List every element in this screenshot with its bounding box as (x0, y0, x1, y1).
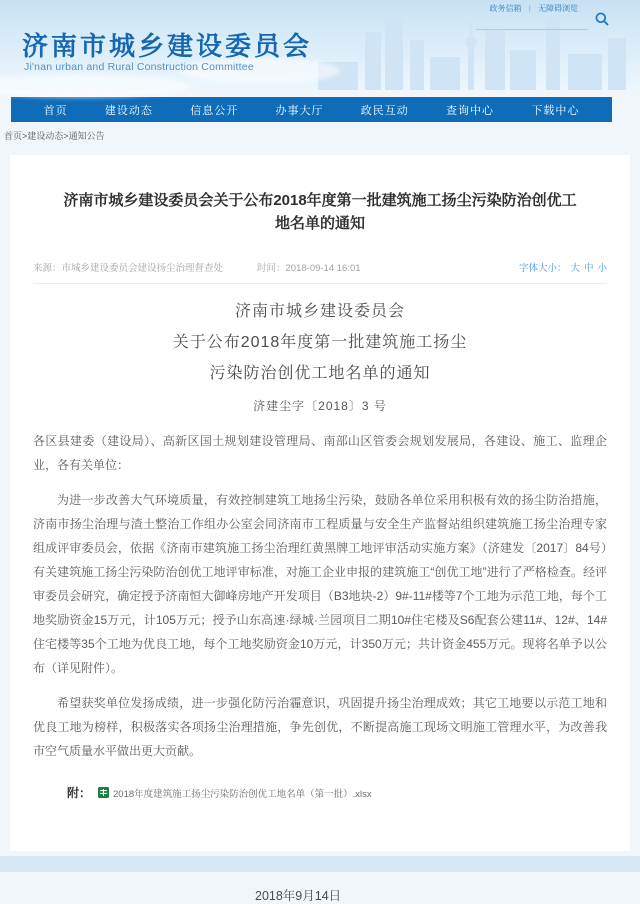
paragraph-main: 为进一步改善大气环境质量，有效控制建筑工地扬尘污染，鼓励各单位采用积极有效的扬尘防治措施，济南市扬尘治理与渣土整治工作组办公室会同济南市工程质量与安全生产监督站组织建筑施工扬尘治理专家组成评审委员会，依据《济南市建筑施工扬尘治理红黄黑牌工地评审活动实施方案》（济建发〔2017〕84号）有关建筑施工扬尘污染防治创优工地评审标准，对施工企业申报的建筑施工“创优工地”进行了严格检查。经评审委员会研究，确定授予济南恒大御峰房地产开发项目（B3地块-2）9#-11#楼等7个工地为示范工地，每个工地奖励资金15万元，计105万元；授予山东高速·绿城·兰园项目二期10#住宅楼及S6配套公建11#、12#、14#住宅楼等35个工地为优良工地，每个工地奖励资金10万元，计350万元；共计资金455万元。现将名单予以公布（详见附件）。 (33, 493, 607, 675)
attachment-row (67, 784, 607, 801)
breadcrumb-separator: > (63, 131, 69, 141)
excel-file-icon (98, 787, 109, 798)
breadcrumb-notices[interactable]: 通知公告 (68, 131, 105, 141)
top-links-separator: | (528, 4, 531, 13)
article-meta (33, 260, 607, 274)
font-size-large-button[interactable]: 大 (570, 263, 580, 274)
city-skyline-graphic (310, 2, 640, 90)
document-number: 济建尘字〔2018〕3 号 (253, 399, 387, 413)
breadcrumb-home[interactable]: 首页 (4, 131, 23, 141)
top-link-accessibility[interactable]: 无障碍浏览 (538, 4, 578, 13)
article-time: 时间：2018-09-14 16:01 (257, 263, 361, 274)
paragraph-closing: 希望获奖单位发扬成绩，进一步强化防污治霾意识，巩固提升扬尘治理成效；其它工地要以示范工地和优良工地为榜样，积极落实各项扬尘治理措施，争先创优，不断提高施工现场文明施工管理水平，为改善我市空气质量水平做出更大贡献。 (33, 696, 607, 758)
breadcrumb (4, 129, 640, 142)
font-size-medium-button[interactable]: 中 (583, 263, 594, 274)
font-size-control (519, 260, 607, 274)
article-body (10, 429, 630, 763)
article-source: 来源：市城乡建设委员会建设扬尘治理督查处 (33, 263, 224, 274)
paragraph-recipients: 各区县建委（建设局）、高新区国土规划建设管理局、南部山区管委会规划发展局，各建设、施工、监理企业，各有关单位： (33, 434, 607, 472)
nav-item-public-interaction[interactable]: 政民互动 (360, 104, 409, 117)
search-icon[interactable] (594, 11, 610, 27)
document-heading (10, 304, 630, 414)
document-heading-line: 关于公布2018年度第一批建筑施工扬尘 (172, 334, 468, 351)
attachment-link[interactable]: 2018年度建筑施工扬尘污染防治创优工地名单（第一批）.xlsx (113, 788, 372, 800)
page-title: 济南市城乡建设委员会关于公布2018年度第一批建筑施工扬尘污染防治创优工地名单的通知 (63, 192, 577, 232)
document-heading-line: 济南市城乡建设委员会 (234, 303, 405, 320)
site-title-en: Ji'nan urban and Rural Construction Committee (24, 61, 254, 73)
nav-item-home[interactable]: 首页 (43, 104, 68, 117)
search-input[interactable] (476, 12, 588, 30)
article-card (10, 155, 630, 903)
main-nav (11, 97, 612, 122)
nav-item-download-center[interactable]: 下载中心 (531, 104, 580, 117)
nav-item-construction-news[interactable]: 建设动态 (104, 104, 153, 117)
document-heading-line: 污染防治创优工地名单的通知 (209, 365, 431, 382)
breadcrumb-separator: > (22, 131, 28, 141)
font-size-small-button[interactable]: 小 (597, 263, 607, 274)
cloud-graphic (0, 74, 190, 98)
attachment-label: 附： (67, 786, 92, 800)
top-link-mailbox[interactable]: 政务信箱 (489, 4, 522, 13)
meta-divider (33, 283, 607, 284)
nav-item-query-center[interactable]: 查询中心 (446, 104, 495, 117)
page-bottom-strip (0, 856, 640, 872)
breadcrumb-construction-news[interactable]: 建设动态 (27, 131, 64, 141)
nav-item-info-disclosure[interactable]: 信息公开 (190, 104, 239, 117)
site-header (0, 0, 640, 90)
font-size-label: 字体大小： (518, 263, 567, 274)
nav-item-service-hall[interactable]: 办事大厅 (275, 104, 324, 117)
site-title-cn: 济南市城乡建设委员会 (22, 31, 313, 61)
signature-date: 2018年9月14日 (255, 889, 342, 903)
